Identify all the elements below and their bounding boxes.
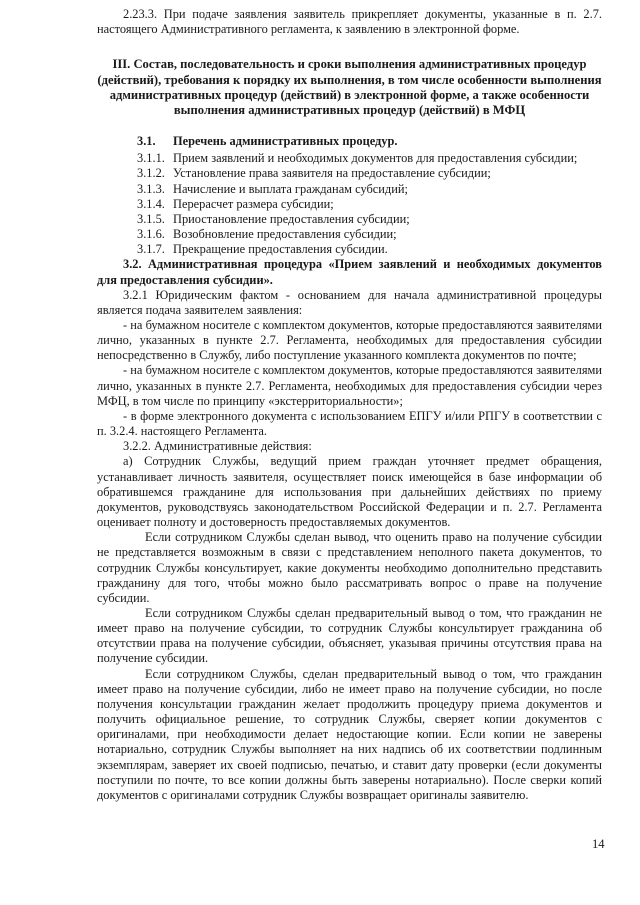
intro-paragraph: 2.23.3. При подаче заявления заявитель прикрепляет документы, указанные в п. 2.7. настоящего Административного регламента, к заявлению в электронной форме. [97,7,602,37]
list-item-text: Начисление и выплата гражданам субсидий; [173,181,408,196]
list-item-text: Приостановление предоставления субсидии; [173,211,410,226]
procedure-list [137,151,602,257]
section-3-2-heading: 3.2. Административная процедура «Прием заявлений и необходимых документов для предоставления субсидии». [97,257,602,287]
list-item [137,227,602,242]
list-item-number: 3.1.4. [137,196,165,211]
paragraph-has-right: Если сотрудником Службы, сделан предварительный вывод о том, что гражданин имеет право на получение субсидии, либо не имеет право на получение субсидии, но после получения консультации гражданин желает продолжить процедуру приема документов и получить официальное решение, то сотрудник Службы, сверяет копии документов с оригиналами, при необходимости делает недостающие копии. Если копии не заверены нотариально, сотрудник Службы выполняет на них надпись об их соответствии подлинным экземплярам, заверяет их своей подписью, печатью, и ставит дату проверки (если документы поступили по почте, то все копии должны быть заверены нотариально). После сверки копий документов с оригиналами сотрудник Службы возвращает оригиналы заявителю. [97,666,602,802]
section-3-1-title: Перечень административных процедур. [173,134,398,149]
bullet-paper-service: - на бумажном носителе с комплектом документов, которые предоставляются заявителями лично, указанных в пункте 2.7. Регламента, необходимых для предоставления субсидии непосредственно в Службу, либо поступление указанного комплекта документов по почте; [97,318,602,363]
paragraph-3-2-1: 3.2.1 Юридическим фактом - основанием для начала административной процедуры является подача заявителем заявления: [97,287,602,317]
list-item-number: 3.1.6. [137,227,165,242]
paragraph-no-right: Если сотрудником Службы сделан предварительный вывод о том, что гражданин не имеет право на получение субсидии, то сотрудник Службы консультирует гражданина об отсутствии права на получение субсидии, объясняет, указывая причины отсутствия права на получение субсидии. [97,605,602,666]
list-item-number: 3.1.3. [137,181,165,196]
paragraph-incomplete-package: Если сотрудником Службы сделан вывод, что оценить право на получение субсидии не представляется возможным в связи с представлением неполного пакета документов, то сотрудник Службы консультирует, какие документы необходимо дополнительно представить гражданину для того, чтобы можно было рассматривать вопрос о праве на получение субсидии. [97,530,602,605]
list-item-number: 3.1.1. [137,151,165,166]
list-item [137,197,602,212]
list-item [137,182,602,197]
section-3-1-heading [137,134,602,149]
list-item-number: 3.1.7. [137,242,165,257]
list-item [137,212,602,227]
list-item-text: Возобновление предоставления субсидии; [173,227,397,242]
list-item-number: 3.1.5. [137,211,165,226]
bullet-paper-mfc: - на бумажном носителе с комплектом документов, которые предоставляются заявителями лично, указанных в пункте 2.7. Регламента, необходимых для предоставления субсидии через МФЦ, в том числе по принципу «экстерриториальности»; [97,363,602,408]
paragraph-3-2-2: 3.2.2. Административные действия: [123,439,312,454]
list-item [137,166,602,181]
list-item-text: Установление права заявителя на предоставление субсидии; [173,166,491,181]
page-number: 14 [592,837,605,851]
list-item-text: Прием заявлений и необходимых документов для предоставления субсидии; [173,151,578,166]
list-item-text: Перерасчет размера субсидии; [173,196,334,211]
section-heading: III. Состав, последовательность и сроки выполнения административных процедур (действий), требования к порядку их выполнения, в том числе особенности выполнения административных процедур (действий) в электронной форме, а также особенности выполнения административных процедур (действий) в МФЦ [97,57,602,117]
list-item [137,242,602,257]
section-3-1-number: 3.1. [137,134,156,149]
paragraph-a: а) Сотрудник Службы, ведущий прием граждан уточняет предмет обращения, устанавливает личность заявителя, осуществляет поиск имеющейся в базе информации об обратившемся гражданине для использования при дальнейших действиях по приему документов, руководствуясь законодательством Российской Федерации и п. 2.7. Регламента оценивает полноту и достоверность предоставляемых документов. [97,454,602,530]
list-item-text: Прекращение предоставления субсидии. [173,242,388,257]
list-item-number: 3.1.2. [137,166,165,181]
page-content [97,7,602,803]
bullet-electronic: - в форме электронного документа с использованием ЕПГУ и/или РПГУ в соответствии с п. 3.2.4. настоящего Регламента. [97,408,602,439]
list-item [137,151,602,166]
